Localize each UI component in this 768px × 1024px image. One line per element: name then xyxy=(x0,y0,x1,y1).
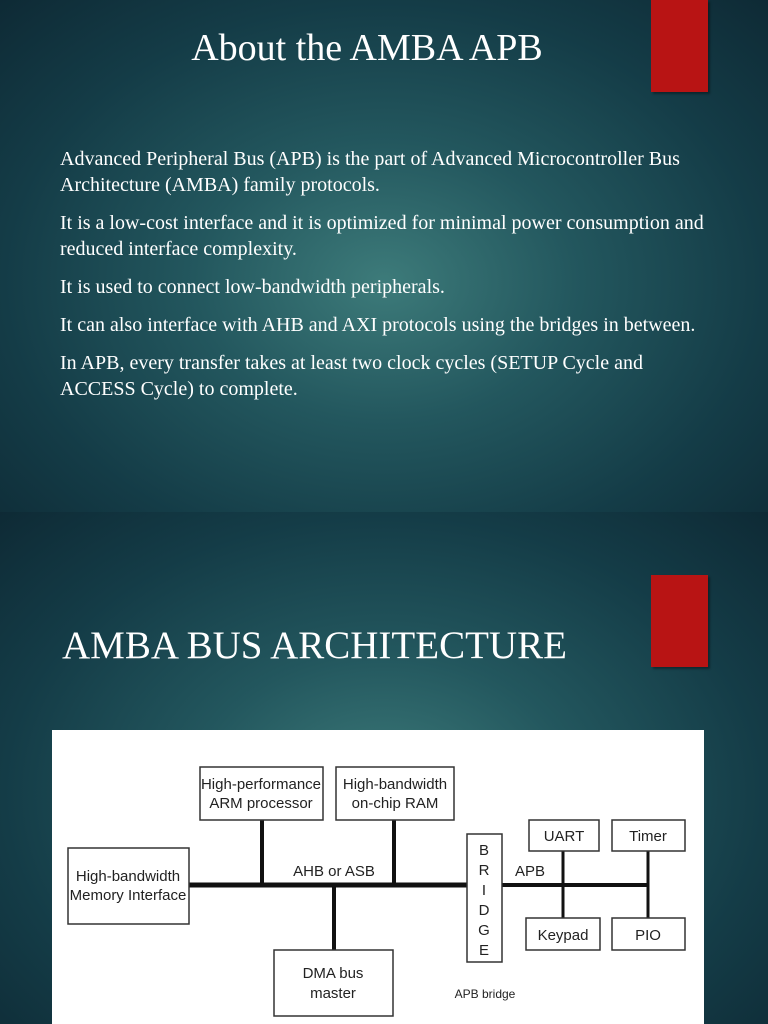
arm-processor-label: ARM processor xyxy=(209,795,313,812)
paragraph: It is a low-cost interface and it is optimized for minimal power consumption and reduced interface complexity. xyxy=(60,212,704,260)
paragraph: It is used to connect low-bandwidth peripherals. xyxy=(60,276,445,298)
bridge-letter: I xyxy=(481,882,487,899)
dma-master-label: DMA bus xyxy=(302,965,364,982)
paragraph: It can also interface with AHB and AXI protocols using the bridges in between. xyxy=(60,314,696,336)
uart-label: UART xyxy=(543,828,585,845)
pio-label: PIO xyxy=(635,927,661,944)
bridge-letter: G xyxy=(478,922,490,939)
diagram-caption: APB bridge xyxy=(454,987,516,1001)
bridge-letter: D xyxy=(478,902,490,919)
timer-label: Timer xyxy=(629,828,667,845)
slide-amba-bus-architecture xyxy=(0,512,768,1024)
architecture-diagram xyxy=(52,730,704,1024)
ahb-bus-label: AHB or ASB xyxy=(293,863,375,880)
arm-processor-box xyxy=(200,767,323,820)
bridge-letter: B xyxy=(478,842,490,859)
architecture-diagram-svg xyxy=(52,730,704,1024)
slide-body xyxy=(60,146,720,414)
memory-interface-box xyxy=(68,848,189,924)
bridge-letter: E xyxy=(478,942,490,959)
on-chip-ram-label: on-chip RAM xyxy=(351,795,439,812)
dma-master-label: master xyxy=(310,985,356,1002)
on-chip-ram-box xyxy=(336,767,454,820)
slide-title: AMBA BUS ARCHITECTURE xyxy=(62,624,567,667)
on-chip-ram-label: High-bandwidth xyxy=(342,776,448,793)
accent-bar xyxy=(651,575,708,667)
slide-title: About the AMBA APB xyxy=(191,27,543,69)
apb-bus-label: APB xyxy=(514,863,546,880)
dma-master-box xyxy=(274,950,393,1016)
arm-processor-label: High-performance xyxy=(200,776,322,793)
keypad-label: Keypad xyxy=(537,927,589,944)
paragraph: In APB, every transfer takes at least two clock cycles (SETUP Cycle and ACCESS Cycle) to complete. xyxy=(60,352,643,400)
memory-interface-label: High-bandwidth xyxy=(75,868,181,885)
bridge-letter: R xyxy=(478,862,490,879)
memory-interface-label: Memory Interface xyxy=(69,887,187,904)
paragraph: Advanced Peripheral Bus (APB) is the part of Advanced Microcontroller Bus Architecture (AMBA) family protocols. xyxy=(60,148,680,196)
